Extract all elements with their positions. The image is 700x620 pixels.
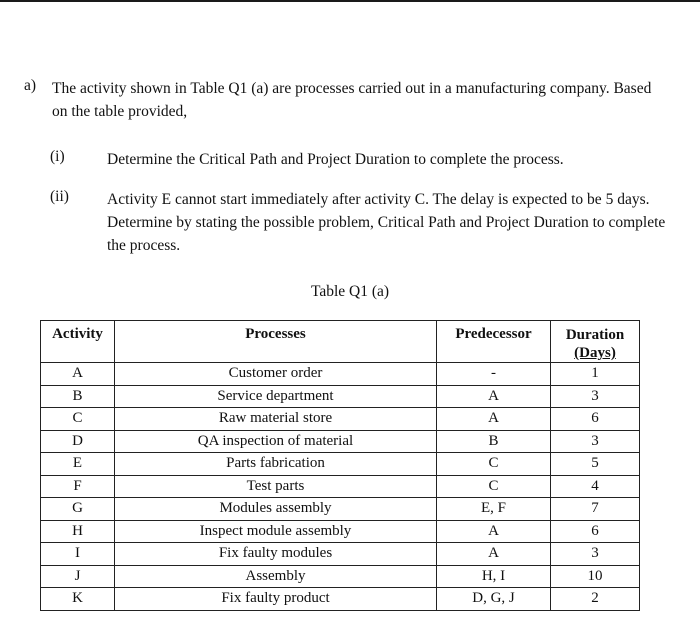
cell-duration: 3	[551, 385, 640, 408]
cell-duration: 2	[551, 588, 640, 611]
table-row	[41, 565, 640, 588]
table-row	[41, 363, 640, 386]
cell-activity: D	[41, 430, 115, 453]
cell-process: Test parts	[115, 475, 437, 498]
cell-process: QA inspection of material	[115, 430, 437, 453]
header-processes: Processes	[115, 321, 437, 363]
cell-duration: 1	[551, 363, 640, 386]
cell-process: Fix faulty modules	[115, 543, 437, 566]
cell-predecessor: D, G, J	[437, 588, 551, 611]
table-row	[41, 385, 640, 408]
cell-duration: 5	[551, 453, 640, 476]
table-row	[41, 588, 640, 611]
cell-predecessor: -	[437, 363, 551, 386]
cell-predecessor: A	[437, 408, 551, 431]
cell-predecessor: E, F	[437, 498, 551, 521]
cell-predecessor: H, I	[437, 565, 551, 588]
table-caption: Table Q1 (a)	[310, 283, 390, 300]
cell-duration: 3	[551, 430, 640, 453]
cell-duration: 4	[551, 475, 640, 498]
cell-predecessor: C	[437, 453, 551, 476]
header-duration: Duration (Days)	[551, 321, 640, 363]
header-duration-unit: (Days)	[574, 345, 616, 361]
question-label: a)	[24, 77, 37, 94]
cell-activity: I	[41, 543, 115, 566]
table-row	[41, 453, 640, 476]
cell-activity: K	[41, 588, 115, 611]
part-i-text: Determine the Critical Path and Project Duration to complete the process.	[107, 151, 564, 168]
cell-predecessor: A	[437, 385, 551, 408]
cell-duration: 6	[551, 408, 640, 431]
cell-predecessor: A	[437, 520, 551, 543]
table-row	[41, 475, 640, 498]
cell-process: Fix faulty product	[115, 588, 437, 611]
cell-duration: 3	[551, 543, 640, 566]
part-i-number: (i)	[50, 148, 65, 165]
cell-activity: H	[41, 520, 115, 543]
table-row	[41, 498, 640, 521]
cell-process: Modules assembly	[115, 498, 437, 521]
cell-process: Service department	[115, 385, 437, 408]
cell-activity: A	[41, 363, 115, 386]
cell-duration: 6	[551, 520, 640, 543]
cell-activity: E	[41, 453, 115, 476]
cell-activity: G	[41, 498, 115, 521]
table-header-row	[41, 321, 640, 363]
cell-duration: 7	[551, 498, 640, 521]
cell-activity: C	[41, 408, 115, 431]
cell-activity: J	[41, 565, 115, 588]
cell-activity: B	[41, 385, 115, 408]
part-ii-text: Activity E cannot start immediately after activity C. The delay is expected to be 5 days. Determine by stating the possible problem, Critical Path and Project Duration to complete the process.	[107, 191, 666, 254]
header-activity: Activity	[41, 321, 115, 363]
top-border-line	[0, 0, 700, 2]
table-row	[41, 520, 640, 543]
cell-predecessor: B	[437, 430, 551, 453]
cell-duration: 10	[551, 565, 640, 588]
cell-process: Assembly	[115, 565, 437, 588]
cell-predecessor: C	[437, 475, 551, 498]
cell-process: Inspect module assembly	[115, 520, 437, 543]
table-row	[41, 543, 640, 566]
cell-process: Parts fabrication	[115, 453, 437, 476]
cell-process: Customer order	[115, 363, 437, 386]
question-text: The activity shown in Table Q1 (a) are processes carried out in a manufacturing company. Based on the table provided,	[52, 80, 652, 120]
table-row	[41, 430, 640, 453]
activity-table	[40, 320, 640, 611]
header-predecessor: Predecessor	[437, 321, 551, 363]
cell-predecessor: A	[437, 543, 551, 566]
table-row	[41, 408, 640, 431]
part-ii-number: (ii)	[50, 188, 69, 205]
cell-process: Raw material store	[115, 408, 437, 431]
cell-activity: F	[41, 475, 115, 498]
